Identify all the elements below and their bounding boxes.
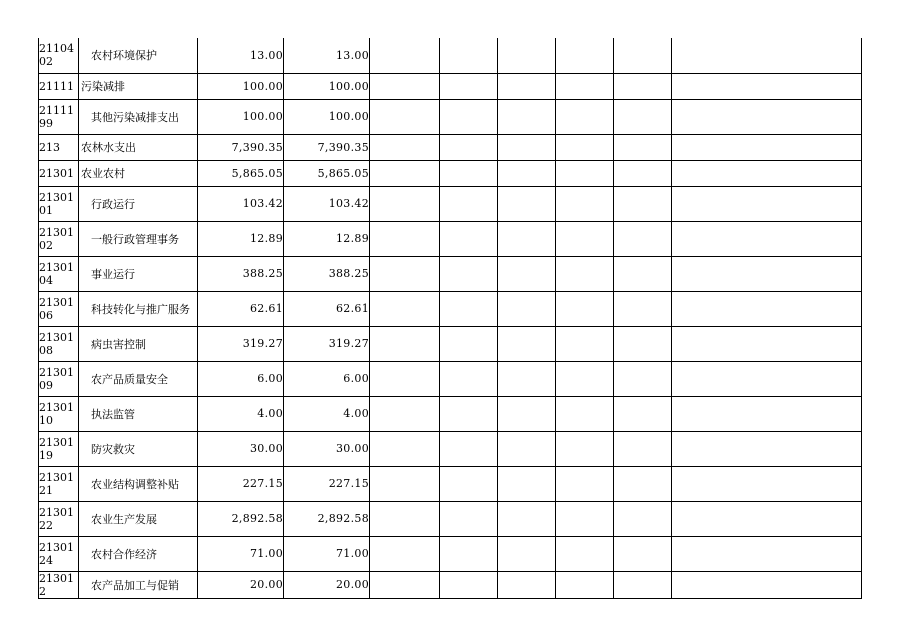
row-name: 农村合作经济 [79, 536, 198, 571]
empty-cell [370, 186, 440, 221]
row-amount-2: 227.15 [284, 466, 370, 501]
table-row [39, 186, 862, 221]
row-amount-1: 12.89 [198, 221, 284, 256]
row-amount-2: 12.89 [284, 221, 370, 256]
empty-cell [556, 160, 614, 186]
row-name: 防灾救灾 [79, 431, 198, 466]
row-name: 农村环境保护 [79, 38, 198, 73]
row-code: 2130106 [39, 291, 79, 326]
row-amount-2: 6.00 [284, 361, 370, 396]
row-amount-2: 20.00 [284, 571, 370, 598]
row-amount-2: 71.00 [284, 536, 370, 571]
empty-cell [370, 221, 440, 256]
empty-cell [556, 361, 614, 396]
empty-cell [556, 431, 614, 466]
row-code: 2130102 [39, 221, 79, 256]
row-amount-2: 388.25 [284, 256, 370, 291]
row-code: 2130121 [39, 466, 79, 501]
empty-cell [556, 256, 614, 291]
table-row [39, 134, 862, 160]
row-code: 21301 [39, 160, 79, 186]
empty-cell [672, 501, 862, 536]
row-amount-2: 319.27 [284, 326, 370, 361]
row-code: 21111 [39, 73, 79, 99]
empty-cell [440, 221, 498, 256]
empty-cell [614, 186, 672, 221]
empty-cell [556, 38, 614, 73]
empty-cell [440, 99, 498, 134]
empty-cell [498, 466, 556, 501]
row-amount-1: 20.00 [198, 571, 284, 598]
budget-table [38, 38, 862, 599]
empty-cell [614, 536, 672, 571]
empty-cell [498, 256, 556, 291]
row-amount-2: 7,390.35 [284, 134, 370, 160]
empty-cell [440, 186, 498, 221]
row-amount-2: 30.00 [284, 431, 370, 466]
row-amount-2: 13.00 [284, 38, 370, 73]
empty-cell [440, 501, 498, 536]
empty-cell [614, 38, 672, 73]
row-amount-1: 62.61 [198, 291, 284, 326]
empty-cell [672, 291, 862, 326]
empty-cell [672, 361, 862, 396]
empty-cell [498, 38, 556, 73]
empty-cell [498, 134, 556, 160]
row-code: 2130122 [39, 501, 79, 536]
empty-cell [672, 134, 862, 160]
empty-cell [370, 431, 440, 466]
empty-cell [498, 160, 556, 186]
row-amount-1: 2,892.58 [198, 501, 284, 536]
empty-cell [370, 326, 440, 361]
empty-cell [556, 221, 614, 256]
row-amount-1: 4.00 [198, 396, 284, 431]
empty-cell [672, 160, 862, 186]
empty-cell [440, 256, 498, 291]
row-amount-2: 62.61 [284, 291, 370, 326]
table-row [39, 326, 862, 361]
empty-cell [672, 536, 862, 571]
row-name: 农业农村 [79, 160, 198, 186]
empty-cell [370, 501, 440, 536]
empty-cell [498, 186, 556, 221]
table-row [39, 536, 862, 571]
row-name: 执法监管 [79, 396, 198, 431]
row-amount-1: 388.25 [198, 256, 284, 291]
empty-cell [614, 361, 672, 396]
row-name: 事业运行 [79, 256, 198, 291]
row-code: 2130108 [39, 326, 79, 361]
empty-cell [614, 466, 672, 501]
row-code: 2130119 [39, 431, 79, 466]
row-code: 2130109 [39, 361, 79, 396]
row-name: 行政运行 [79, 186, 198, 221]
empty-cell [614, 326, 672, 361]
table-row [39, 73, 862, 99]
empty-cell [440, 536, 498, 571]
row-code: 2130110 [39, 396, 79, 431]
row-name: 其他污染减排支出 [79, 99, 198, 134]
empty-cell [498, 396, 556, 431]
empty-cell [672, 466, 862, 501]
row-amount-2: 103.42 [284, 186, 370, 221]
empty-cell [556, 134, 614, 160]
empty-cell [556, 326, 614, 361]
empty-cell [556, 291, 614, 326]
row-amount-2: 5,865.05 [284, 160, 370, 186]
table-row [39, 501, 862, 536]
empty-cell [498, 221, 556, 256]
row-name: 一般行政管理事务 [79, 221, 198, 256]
row-amount-1: 100.00 [198, 73, 284, 99]
empty-cell [440, 73, 498, 99]
empty-cell [498, 291, 556, 326]
empty-cell [672, 431, 862, 466]
row-amount-1: 227.15 [198, 466, 284, 501]
row-amount-1: 319.27 [198, 326, 284, 361]
row-code: 2130101 [39, 186, 79, 221]
row-code: 2130104 [39, 256, 79, 291]
empty-cell [370, 571, 440, 598]
row-amount-1: 6.00 [198, 361, 284, 396]
empty-cell [556, 571, 614, 598]
row-amount-1: 71.00 [198, 536, 284, 571]
empty-cell [614, 396, 672, 431]
empty-cell [440, 466, 498, 501]
empty-cell [370, 291, 440, 326]
empty-cell [498, 501, 556, 536]
table-row [39, 291, 862, 326]
row-name: 农业生产发展 [79, 501, 198, 536]
empty-cell [440, 571, 498, 598]
empty-cell [614, 73, 672, 99]
empty-cell [498, 326, 556, 361]
empty-cell [498, 361, 556, 396]
row-amount-2: 100.00 [284, 99, 370, 134]
empty-cell [370, 73, 440, 99]
empty-cell [672, 396, 862, 431]
empty-cell [614, 571, 672, 598]
row-name: 农产品加工与促销 [79, 571, 198, 598]
empty-cell [672, 256, 862, 291]
empty-cell [440, 134, 498, 160]
row-name: 科技转化与推广服务 [79, 291, 198, 326]
empty-cell [440, 291, 498, 326]
empty-cell [370, 256, 440, 291]
empty-cell [672, 38, 862, 73]
row-amount-2: 2,892.58 [284, 501, 370, 536]
table-row [39, 38, 862, 73]
empty-cell [498, 99, 556, 134]
empty-cell [556, 99, 614, 134]
empty-cell [370, 160, 440, 186]
table-row [39, 99, 862, 134]
row-amount-1: 30.00 [198, 431, 284, 466]
empty-cell [370, 134, 440, 160]
row-code: 213012 [39, 571, 79, 598]
table-row [39, 361, 862, 396]
empty-cell [614, 291, 672, 326]
row-amount-1: 5,865.05 [198, 160, 284, 186]
empty-cell [614, 99, 672, 134]
row-amount-1: 7,390.35 [198, 134, 284, 160]
empty-cell [370, 466, 440, 501]
budget-table-body [39, 38, 862, 598]
row-amount-2: 4.00 [284, 396, 370, 431]
row-code: 2110402 [39, 38, 79, 73]
empty-cell [440, 361, 498, 396]
empty-cell [672, 73, 862, 99]
table-row [39, 256, 862, 291]
empty-cell [614, 256, 672, 291]
row-name: 病虫害控制 [79, 326, 198, 361]
row-code: 213 [39, 134, 79, 160]
empty-cell [370, 536, 440, 571]
empty-cell [556, 186, 614, 221]
row-amount-2: 100.00 [284, 73, 370, 99]
empty-cell [556, 501, 614, 536]
empty-cell [498, 571, 556, 598]
empty-cell [370, 38, 440, 73]
empty-cell [614, 221, 672, 256]
empty-cell [614, 160, 672, 186]
empty-cell [556, 73, 614, 99]
empty-cell [498, 431, 556, 466]
table-row [39, 571, 862, 598]
empty-cell [440, 38, 498, 73]
empty-cell [556, 396, 614, 431]
empty-cell [370, 99, 440, 134]
empty-cell [556, 536, 614, 571]
empty-cell [370, 361, 440, 396]
empty-cell [556, 466, 614, 501]
table-row [39, 160, 862, 186]
table-row [39, 396, 862, 431]
table-row [39, 431, 862, 466]
row-name: 农产品质量安全 [79, 361, 198, 396]
table-row [39, 466, 862, 501]
empty-cell [672, 186, 862, 221]
empty-cell [672, 99, 862, 134]
row-amount-1: 100.00 [198, 99, 284, 134]
empty-cell [440, 160, 498, 186]
empty-cell [498, 73, 556, 99]
empty-cell [672, 221, 862, 256]
row-name: 农业结构调整补贴 [79, 466, 198, 501]
empty-cell [672, 326, 862, 361]
row-amount-1: 13.00 [198, 38, 284, 73]
empty-cell [614, 501, 672, 536]
row-name: 污染减排 [79, 73, 198, 99]
row-amount-1: 103.42 [198, 186, 284, 221]
empty-cell [672, 571, 862, 598]
row-name: 农林水支出 [79, 134, 198, 160]
empty-cell [498, 536, 556, 571]
empty-cell [614, 134, 672, 160]
row-code: 2130124 [39, 536, 79, 571]
empty-cell [440, 396, 498, 431]
empty-cell [440, 431, 498, 466]
table-row [39, 221, 862, 256]
empty-cell [370, 396, 440, 431]
row-code: 2111199 [39, 99, 79, 134]
empty-cell [614, 431, 672, 466]
empty-cell [440, 326, 498, 361]
